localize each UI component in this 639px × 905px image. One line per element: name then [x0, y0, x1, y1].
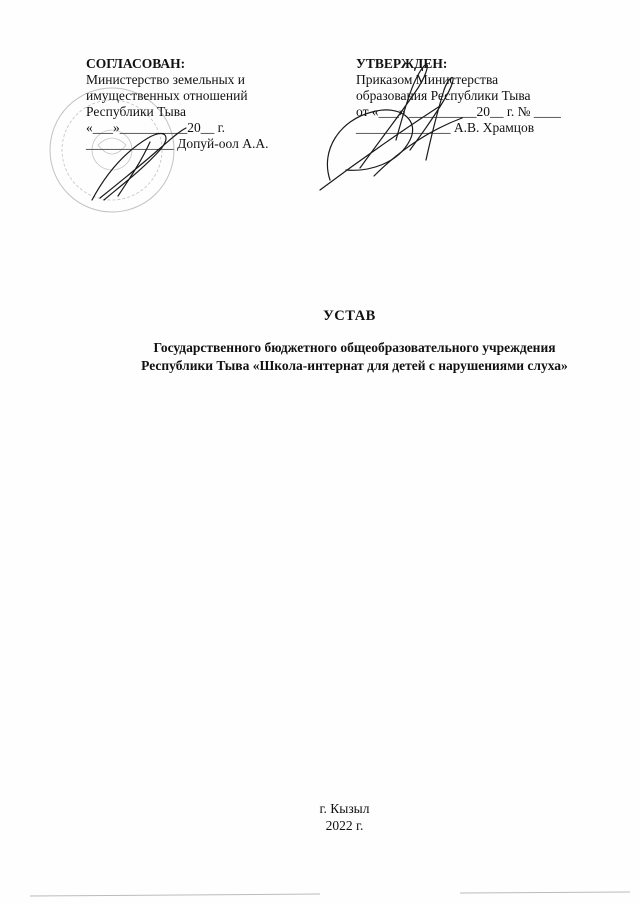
scan-edge-line-left — [30, 894, 320, 896]
document-year: 2022 г. — [325, 818, 364, 833]
approval-block-agreed — [86, 56, 306, 152]
approved-order-line1: Приказом Министерства — [356, 72, 499, 87]
agreed-org-line2: имущественных отношений — [86, 88, 248, 103]
document-subtitle-line2: Республики Тыва «Школа-интернат для детей с нарушениями слуха» — [141, 358, 568, 373]
agreed-org-line1: Министерство земельных и — [86, 72, 246, 87]
agreed-heading: СОГЛАСОВАН: — [86, 56, 186, 71]
approved-order-line2: образования Республики Тыва — [356, 88, 531, 103]
approved-signatory-line: ______________ А.В. Храмцов — [356, 120, 535, 135]
agreed-org-line3: Республики Тыва — [86, 104, 186, 119]
agreed-signatory-line: _____________ Допуй-оол А.А. — [86, 136, 269, 151]
document-title-block — [0, 308, 639, 375]
document-subtitle-line1: Государственного бюджетного общеобразовательного учреждения — [153, 340, 556, 355]
approval-block-approved — [356, 56, 616, 136]
document-city: г. Кызыл — [319, 801, 370, 816]
agreed-date-line: «___»__________20__ г. — [86, 120, 226, 135]
scan-edge-line-right — [460, 892, 630, 893]
document-title: УСТАВ — [323, 308, 376, 324]
document-place-date — [0, 800, 639, 834]
approved-date-line: от «___» __________20__ г. № ____ — [356, 104, 561, 119]
approved-heading: УТВЕРЖДЕН: — [356, 56, 448, 71]
